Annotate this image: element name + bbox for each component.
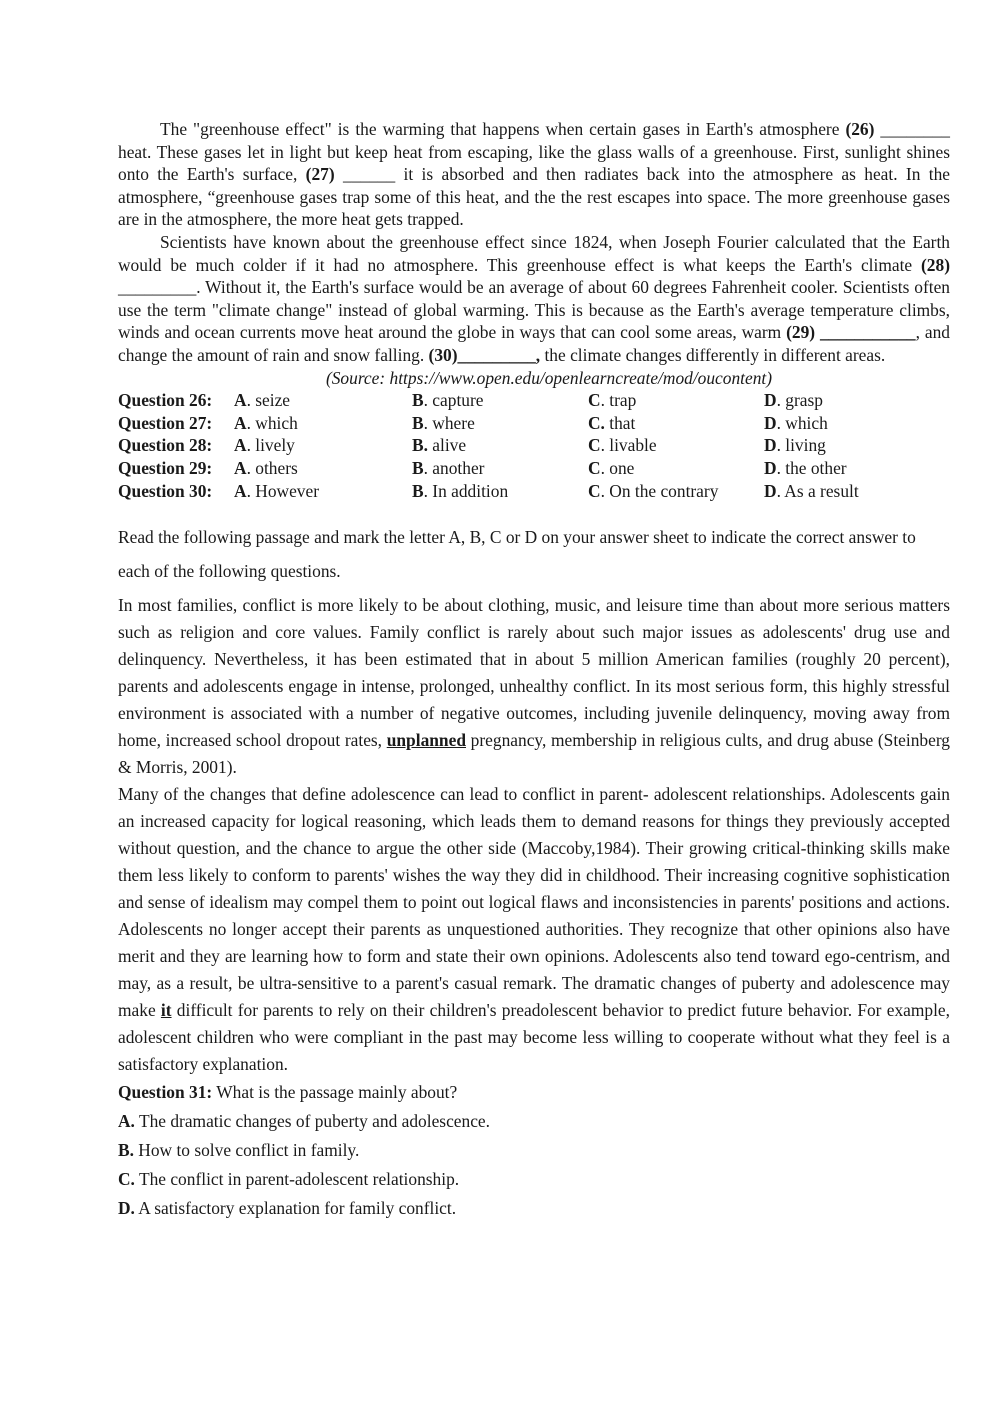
option-b[interactable]: B. alive [412,435,467,456]
q31-option-d[interactable]: D. A satisfactory explanation for family conflict. [118,1198,457,1219]
passage1-paragraph-2 [118,231,950,367]
option-d[interactable]: D. the other [764,457,847,478]
option-a[interactable]: A. seize [234,390,291,411]
option-a[interactable]: A. which [234,412,298,433]
text: ________ heat. These gases let in light but keep heat from escaping, like the glass walls of a greenhouse. First, sunlight shines onto the Earth's surface, [118,119,950,185]
blank-30-label: (30)_________, [428,344,541,365]
text: In most families, conflict is more likely to be about clothing, music, and leisure time than about more serious matters such as religion and core values. Family conflict is rarely about such major issues as adolescents' drug use and delinquency. Nevertheless, it has been estimated that in about 5 million American families (roughly 20 percent), parents and adolescents engage in intense, prolonged, unhealthy conflict. In its most serious form, this highly stressful environment is associated with a number of negative outcomes, including juvenile delinquency, moving away from home, increased school dropout rates, [118,595,950,751]
option-d[interactable]: D. which [764,412,828,433]
text: Many of the changes that define adolescence can lead to conflict in parent- adolescent relationships. Adolescents gain an increased capacity for logical reasoning, which leads them to demand reasons for things they previously accepted without question, and the chance to argue the other side (Maccoby,1984). Their growing critical-thinking skills make them less likely to conform to parents' wishes the way they did in childhood. Their increasing cognitive sophistication and sense of idealism may compel them to point out logical flaws and inconsistencies in parents' positions and actions. Adolescents no longer accept their parents as unquestioned authorities. They recognize that other opinions also have merit and they are learning how to form and state their own opinions. Adolescents also tend toward ego-centrism, and may, as a result, be ultra-sensitive to a parent's casual remark. The dramatic changes of puberty and adolescence may make [118,784,950,1021]
q31-option-b[interactable]: B. How to solve conflict in family. [118,1140,360,1161]
q31-option-a[interactable]: A. The dramatic changes of puberty and adolescence. [118,1111,490,1132]
option-c[interactable]: C. that [588,412,636,433]
option-b[interactable]: B. another [412,457,485,478]
question-29-row [118,457,950,480]
reading-instruction: Read the following passage and mark the letter A, B, C or D on your answer sheet to indicate the correct answer to each of the following questions. [118,527,916,582]
blank-27-label: (27) [305,164,335,185]
cloze-questions [118,389,950,502]
option-b[interactable]: B. capture [412,390,484,411]
question-26-row [118,389,950,412]
question-label: Question 31: [118,1082,213,1103]
blank-26-label: (26) [845,119,875,139]
option-a[interactable]: A. lively [234,435,295,456]
q31-option-c[interactable]: C. The conflict in parent-adolescent relationship. [118,1169,460,1190]
text: _________. Without it, the Earth's surface would be an average of about 60 degrees Fahrenheit cooler. Scientists often use the term "climate change" instead of global warming. This is because as the Earth's average temperature climbs, winds and ocean currents move heat around the globe in ways that can cool some areas, warm [118,277,950,343]
underlined-word-unplanned: unplanned [386,730,466,751]
question-label: Question 27: [118,412,213,433]
option-a[interactable]: A. However [234,480,319,501]
passage1-paragraph-1 [118,118,950,231]
question-text: What is the passage mainly about? [212,1082,458,1103]
option-d[interactable]: D. grasp [764,390,823,411]
option-c[interactable]: C. livable [588,435,657,456]
text: the climate changes differently in different areas. [540,344,886,365]
option-b[interactable]: B. In addition [412,480,509,501]
option-d[interactable]: D. living [764,435,826,456]
question-31-stem [118,1078,950,1107]
worksheet-page [118,118,950,1223]
underlined-word-it: it [160,1000,172,1021]
question-label: Question 30: [118,480,213,501]
option-c[interactable]: C. trap [588,390,637,411]
question-label: Question 29: [118,457,213,478]
question-label: Question 28: [118,435,213,456]
text: , and change the amount of rain and snow falling. [118,322,950,365]
blank-28-label: (28) [921,254,950,275]
option-a[interactable]: A. others [234,457,298,478]
option-b[interactable]: B. where [412,412,475,433]
question-28-row [118,434,950,457]
blank-29-label: (29) ___________ [786,322,916,343]
passage2-paragraph-2 [118,781,950,1078]
option-c[interactable]: C. one [588,457,635,478]
text: ______ it is absorbed and then radiates back into the atmosphere as heat. In the atmosphere, “greenhouse gases trap some of this heat, and the the rest escapes into space. The more greenhouse gases are in the atmosphere, the more heat gets trapped. [118,164,951,230]
text: pregnancy, membership in religious cults, and drug abuse (Steinberg & Morris, 2001). [118,730,951,778]
source-citation: (Source: https://www.open.edu/openlearncreate/mod/oucontent) [325,367,773,388]
option-c[interactable]: C. On the contrary [588,480,719,501]
text: The "greenhouse effect" is the warming that happens when certain gases in Earth's atmosphere [160,119,846,139]
question-label: Question 26: [118,390,213,411]
option-d[interactable]: D. As a result [764,480,859,501]
passage2-paragraph-1 [118,592,950,781]
question-30-row [118,480,950,503]
text: difficult for parents to rely on their children's preadolescent behavior to predict future behavior. For example, adolescent children who were compliant in the past may become less willing to cooperate without what they feel is a satisfactory explanation. [118,1000,950,1075]
question-27-row [118,412,950,435]
text: Scientists have known about the greenhouse effect since 1824, when Joseph Fourier calculated that the Earth would be much colder if it had no atmosphere. This greenhouse effect is what keeps the Earth's climate [118,231,950,275]
question-31 [118,1078,950,1223]
